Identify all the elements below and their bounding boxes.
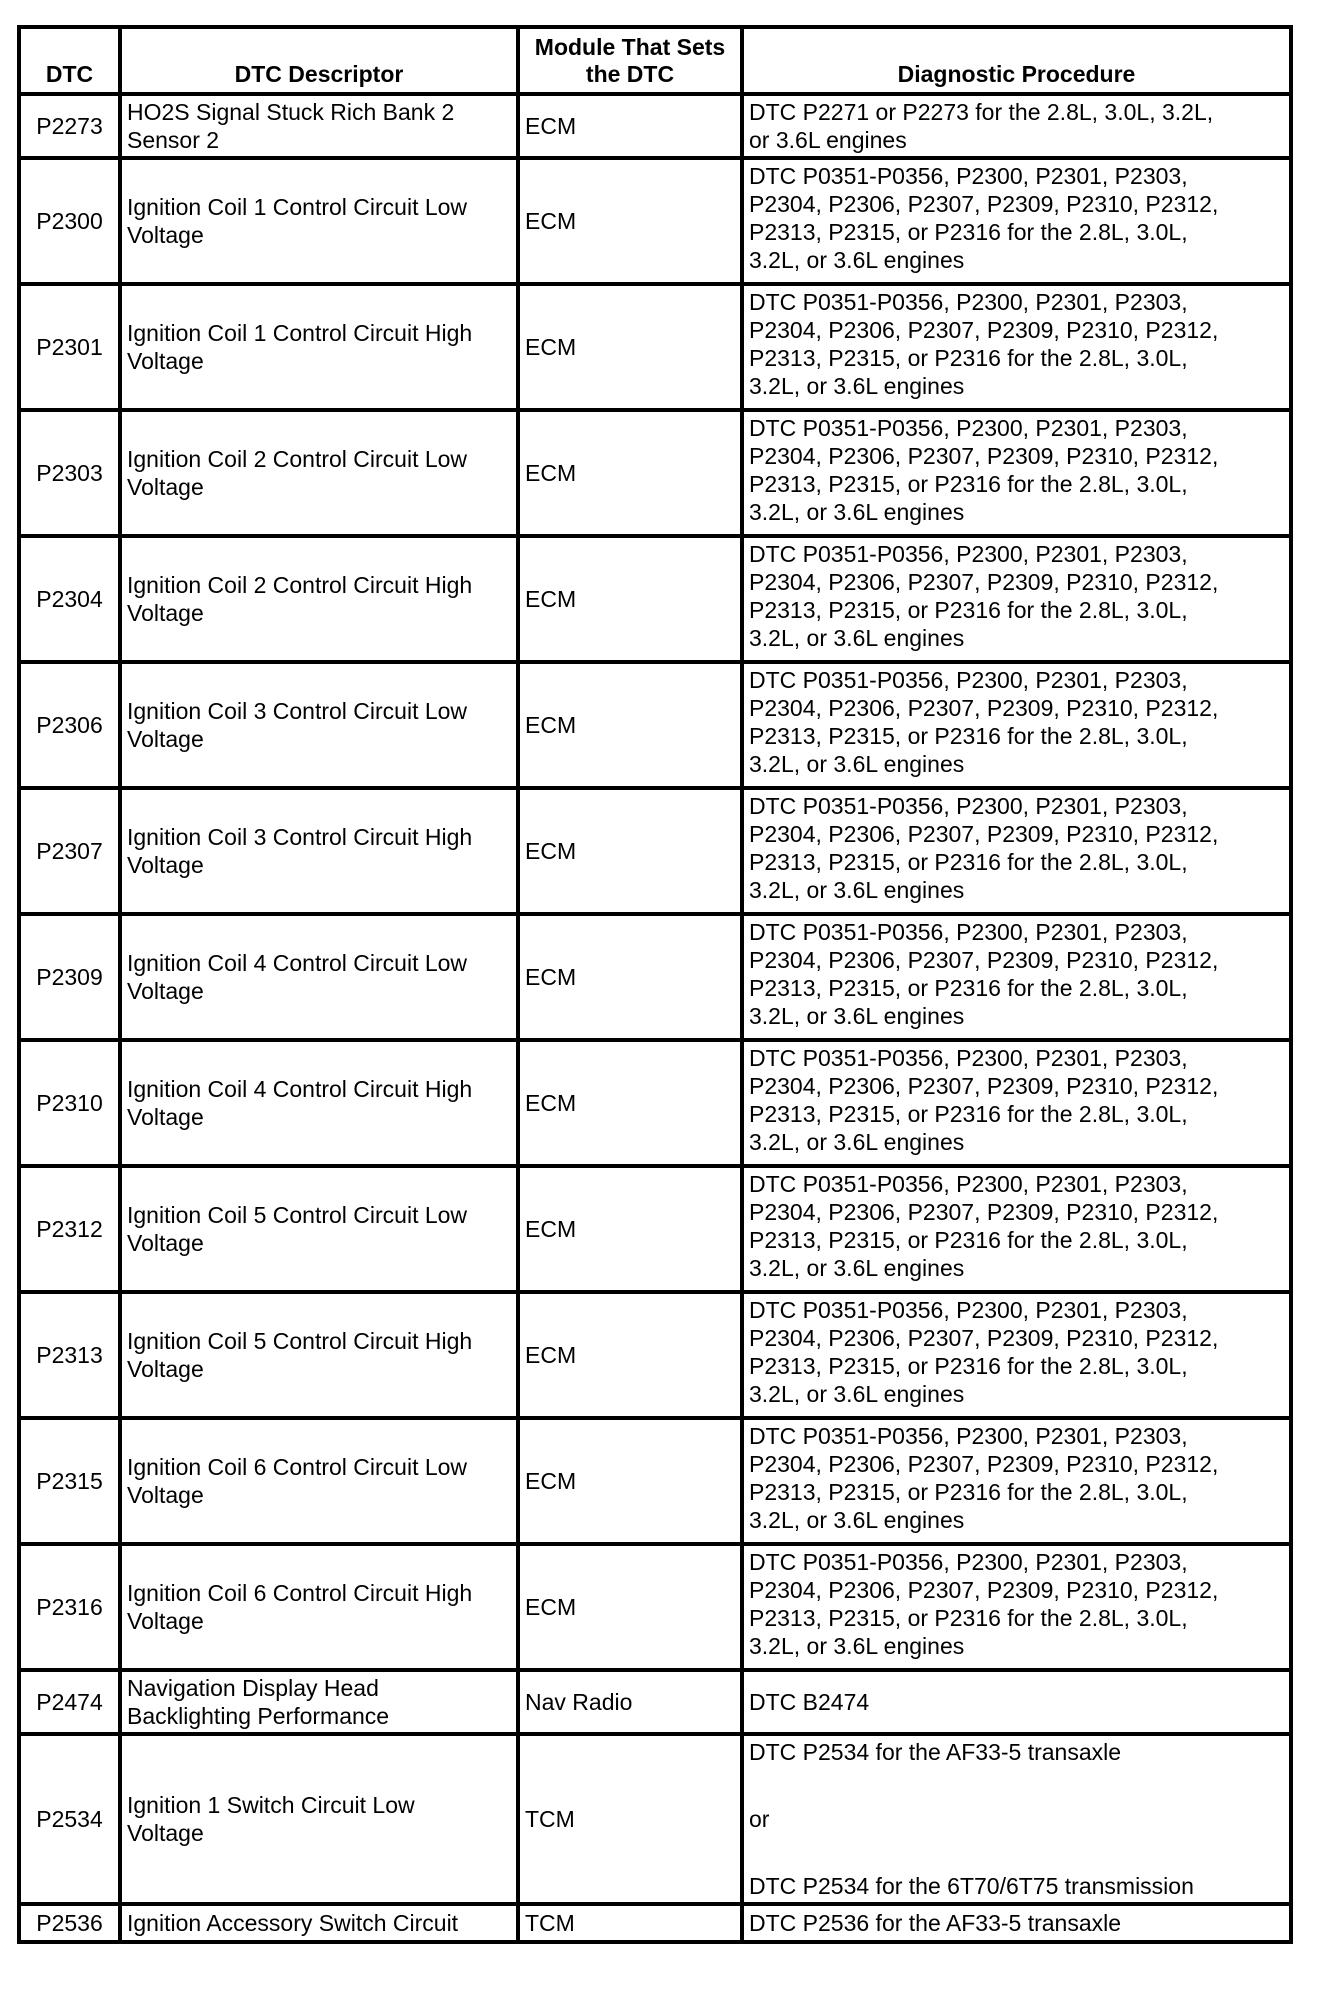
- dtc-code-cell: P2309: [19, 914, 120, 1040]
- dtc-descriptor-cell: [120, 914, 518, 1040]
- module-cell: ECM: [518, 410, 742, 536]
- procedure-line: DTC P0351-P0356, P2300, P2301, P2303,: [749, 1045, 1188, 1071]
- descriptor-line: Ignition Coil 1 Control Circuit Low: [127, 194, 468, 220]
- procedure-line: DTC P2534 for the 6T70/6T75 transmission: [749, 1873, 1194, 1899]
- procedure-line: P2313, P2315, or P2316 for the 2.8L, 3.0L,: [749, 849, 1188, 875]
- header-module: [518, 27, 742, 94]
- procedure-line: 3.2L, or 3.6L engines: [749, 877, 965, 903]
- procedure-line: P2313, P2315, or P2316 for the 2.8L, 3.0L,: [749, 1227, 1188, 1253]
- header-procedure: Diagnostic Procedure: [742, 27, 1291, 94]
- table-row: [19, 410, 1291, 536]
- table-row: [19, 914, 1291, 1040]
- dtc-code-cell: P2316: [19, 1544, 120, 1670]
- procedure-line: P2313, P2315, or P2316 for the 2.8L, 3.0L,: [749, 1605, 1188, 1631]
- descriptor-line: Voltage: [127, 600, 204, 626]
- procedure-gap: [749, 1766, 1284, 1805]
- dtc-descriptor-cell: [120, 1904, 518, 1942]
- procedure-line: DTC P0351-P0356, P2300, P2301, P2303,: [749, 1549, 1188, 1575]
- descriptor-line: Voltage: [127, 1356, 204, 1382]
- procedure-line: DTC P0351-P0356, P2300, P2301, P2303,: [749, 793, 1188, 819]
- module-cell: ECM: [518, 1040, 742, 1166]
- descriptor-line: Voltage: [127, 978, 204, 1004]
- dtc-code-cell: P2304: [19, 536, 120, 662]
- procedure-line: P2304, P2306, P2307, P2309, P2310, P2312,: [749, 1451, 1219, 1477]
- procedure-line: DTC P0351-P0356, P2300, P2301, P2303,: [749, 541, 1188, 567]
- procedure-line: 3.2L, or 3.6L engines: [749, 1633, 965, 1659]
- descriptor-line: Voltage: [127, 852, 204, 878]
- table-row: [19, 1734, 1291, 1904]
- descriptor-line: Ignition Coil 5 Control Circuit Low: [127, 1202, 468, 1228]
- procedure-gap: [749, 1833, 1284, 1872]
- dtc-code-cell: P2310: [19, 1040, 120, 1166]
- procedure-line: P2313, P2315, or P2316 for the 2.8L, 3.0L,: [749, 723, 1188, 749]
- dtc-code-cell: P2315: [19, 1418, 120, 1544]
- module-cell: TCM: [518, 1904, 742, 1942]
- table-row: [19, 1292, 1291, 1418]
- dtc-code-cell: P2301: [19, 284, 120, 410]
- table-row: [19, 94, 1291, 158]
- diagnostic-procedure-cell: [742, 1544, 1291, 1670]
- header-descriptor: DTC Descriptor: [120, 27, 518, 94]
- descriptor-line: Ignition Coil 6 Control Circuit Low: [127, 1454, 468, 1480]
- procedure-line: DTC P0351-P0356, P2300, P2301, P2303,: [749, 289, 1188, 315]
- diagnostic-procedure-cell: [742, 1734, 1291, 1904]
- diagnostic-procedure-cell: [742, 1040, 1291, 1166]
- procedure-line: 3.2L, or 3.6L engines: [749, 1003, 965, 1029]
- descriptor-line: Ignition 1 Switch Circuit Low: [127, 1792, 415, 1818]
- dtc-descriptor-cell: [120, 788, 518, 914]
- table-row: [19, 1904, 1291, 1942]
- module-cell: TCM: [518, 1734, 742, 1904]
- module-cell: ECM: [518, 1544, 742, 1670]
- descriptor-line: Voltage: [127, 726, 204, 752]
- procedure-line: 3.2L, or 3.6L engines: [749, 1129, 965, 1155]
- descriptor-line: Ignition Coil 6 Control Circuit High: [127, 1580, 473, 1606]
- descriptor-line: Voltage: [127, 1820, 204, 1846]
- module-cell: ECM: [518, 94, 742, 158]
- diagnostic-procedure-cell: [742, 536, 1291, 662]
- header-module-line2: the DTC: [585, 61, 675, 87]
- descriptor-line: Voltage: [127, 1482, 204, 1508]
- table-row: [19, 536, 1291, 662]
- descriptor-line: Ignition Coil 4 Control Circuit Low: [127, 950, 468, 976]
- descriptor-line: Backlighting Performance: [127, 1703, 390, 1729]
- procedure-line: P2304, P2306, P2307, P2309, P2310, P2312,: [749, 1325, 1219, 1351]
- procedure-line: 3.2L, or 3.6L engines: [749, 247, 965, 273]
- diagnostic-procedure-cell: [742, 1904, 1291, 1942]
- procedure-line: P2313, P2315, or P2316 for the 2.8L, 3.0L,: [749, 597, 1188, 623]
- procedure-line: P2304, P2306, P2307, P2309, P2310, P2312,: [749, 947, 1219, 973]
- descriptor-line: Ignition Coil 2 Control Circuit High: [127, 572, 473, 598]
- dtc-code-cell: P2273: [19, 94, 120, 158]
- table-row: [19, 158, 1291, 284]
- dtc-table: [17, 25, 1293, 1944]
- diagnostic-procedure-cell: [742, 1418, 1291, 1544]
- module-cell: ECM: [518, 914, 742, 1040]
- procedure-line: P2304, P2306, P2307, P2309, P2310, P2312,: [749, 191, 1219, 217]
- module-cell: ECM: [518, 1418, 742, 1544]
- module-cell: ECM: [518, 1292, 742, 1418]
- dtc-descriptor-cell: [120, 1292, 518, 1418]
- header-dtc: DTC: [19, 27, 120, 94]
- procedure-line: P2304, P2306, P2307, P2309, P2310, P2312,: [749, 1199, 1219, 1225]
- dtc-code-cell: P2312: [19, 1166, 120, 1292]
- diagnostic-procedure-cell: [742, 410, 1291, 536]
- module-cell: ECM: [518, 158, 742, 284]
- module-cell: ECM: [518, 788, 742, 914]
- procedure-line: P2313, P2315, or P2316 for the 2.8L, 3.0L,: [749, 1101, 1188, 1127]
- descriptor-line: Voltage: [127, 1104, 204, 1130]
- diagnostic-procedure-cell: [742, 284, 1291, 410]
- descriptor-line: Voltage: [127, 348, 204, 374]
- descriptor-line: Ignition Coil 3 Control Circuit High: [127, 824, 473, 850]
- procedure-line: DTC P2534 for the AF33-5 transaxle: [749, 1739, 1122, 1765]
- procedure-line: DTC P0351-P0356, P2300, P2301, P2303,: [749, 1423, 1188, 1449]
- descriptor-line: Voltage: [127, 1608, 204, 1634]
- dtc-code-cell: P2307: [19, 788, 120, 914]
- descriptor-line: Ignition Coil 2 Control Circuit Low: [127, 446, 468, 472]
- diagnostic-procedure-cell: [742, 1292, 1291, 1418]
- procedure-line: P2304, P2306, P2307, P2309, P2310, P2312,: [749, 443, 1219, 469]
- module-cell: ECM: [518, 1166, 742, 1292]
- dtc-descriptor-cell: [120, 1040, 518, 1166]
- table-row: [19, 788, 1291, 914]
- dtc-code-cell: P2534: [19, 1734, 120, 1904]
- dtc-descriptor-cell: [120, 662, 518, 788]
- diagnostic-procedure-cell: [742, 1670, 1291, 1734]
- descriptor-line: Navigation Display Head: [127, 1675, 379, 1701]
- dtc-code-cell: P2474: [19, 1670, 120, 1734]
- module-cell: ECM: [518, 662, 742, 788]
- descriptor-line: HO2S Signal Stuck Rich Bank 2: [127, 99, 455, 125]
- descriptor-line: Ignition Coil 5 Control Circuit High: [127, 1328, 473, 1354]
- diagnostic-procedure-cell: [742, 662, 1291, 788]
- table-row: [19, 1040, 1291, 1166]
- module-cell: ECM: [518, 284, 742, 410]
- table-row: [19, 1418, 1291, 1544]
- procedure-line: DTC P2536 for the AF33-5 transaxle: [749, 1910, 1122, 1936]
- procedure-line: or 3.6L engines: [749, 127, 907, 153]
- dtc-code-cell: P2313: [19, 1292, 120, 1418]
- procedure-line: DTC P0351-P0356, P2300, P2301, P2303,: [749, 163, 1188, 189]
- header-row: [19, 27, 1291, 94]
- procedure-line: DTC P0351-P0356, P2300, P2301, P2303,: [749, 1297, 1188, 1323]
- dtc-code-cell: P2300: [19, 158, 120, 284]
- table-body: [19, 94, 1291, 1942]
- table-row: [19, 662, 1291, 788]
- procedure-line: P2304, P2306, P2307, P2309, P2310, P2312,: [749, 821, 1219, 847]
- dtc-descriptor-cell: [120, 1670, 518, 1734]
- procedure-line: 3.2L, or 3.6L engines: [749, 1255, 965, 1281]
- diagnostic-procedure-cell: [742, 94, 1291, 158]
- procedure-line: 3.2L, or 3.6L engines: [749, 751, 965, 777]
- dtc-descriptor-cell: [120, 410, 518, 536]
- dtc-descriptor-cell: [120, 1734, 518, 1904]
- procedure-line: or: [749, 1806, 770, 1832]
- table-row: [19, 1544, 1291, 1670]
- procedure-line: P2313, P2315, or P2316 for the 2.8L, 3.0L,: [749, 219, 1188, 245]
- descriptor-line: Voltage: [127, 474, 204, 500]
- procedure-line: P2304, P2306, P2307, P2309, P2310, P2312,: [749, 569, 1219, 595]
- dtc-code-cell: P2306: [19, 662, 120, 788]
- procedure-line: DTC P0351-P0356, P2300, P2301, P2303,: [749, 919, 1188, 945]
- table-row: [19, 1670, 1291, 1734]
- procedure-line: 3.2L, or 3.6L engines: [749, 1507, 965, 1533]
- descriptor-line: Ignition Coil 3 Control Circuit Low: [127, 698, 468, 724]
- diagnostic-procedure-cell: [742, 1166, 1291, 1292]
- dtc-descriptor-cell: [120, 1418, 518, 1544]
- procedure-line: P2304, P2306, P2307, P2309, P2310, P2312,: [749, 695, 1219, 721]
- descriptor-line: Ignition Accessory Switch Circuit: [127, 1910, 459, 1936]
- procedure-line: 3.2L, or 3.6L engines: [749, 1381, 965, 1407]
- procedure-line: DTC P2271 or P2273 for the 2.8L, 3.0L, 3.2L,: [749, 99, 1214, 125]
- module-cell: ECM: [518, 536, 742, 662]
- descriptor-line: Sensor 2: [127, 127, 220, 153]
- procedure-line: 3.2L, or 3.6L engines: [749, 625, 965, 651]
- procedure-line: P2304, P2306, P2307, P2309, P2310, P2312,: [749, 1577, 1219, 1603]
- procedure-line: DTC P0351-P0356, P2300, P2301, P2303,: [749, 1171, 1188, 1197]
- dtc-descriptor-cell: [120, 158, 518, 284]
- descriptor-line: Voltage: [127, 222, 204, 248]
- procedure-line: 3.2L, or 3.6L engines: [749, 373, 965, 399]
- diagnostic-procedure-cell: [742, 158, 1291, 284]
- header-module-line1: Module That Sets: [534, 34, 726, 60]
- procedure-line: DTC B2474: [749, 1689, 870, 1715]
- procedure-line: P2313, P2315, or P2316 for the 2.8L, 3.0L,: [749, 1353, 1188, 1379]
- dtc-code-cell: P2536: [19, 1904, 120, 1942]
- procedure-line: DTC P0351-P0356, P2300, P2301, P2303,: [749, 667, 1188, 693]
- procedure-line: DTC P0351-P0356, P2300, P2301, P2303,: [749, 415, 1188, 441]
- descriptor-line: Voltage: [127, 1230, 204, 1256]
- table-row: [19, 284, 1291, 410]
- procedure-line: P2304, P2306, P2307, P2309, P2310, P2312,: [749, 1073, 1219, 1099]
- dtc-descriptor-cell: [120, 94, 518, 158]
- dtc-descriptor-cell: [120, 1166, 518, 1292]
- dtc-descriptor-cell: [120, 1544, 518, 1670]
- diagnostic-procedure-cell: [742, 914, 1291, 1040]
- procedure-line: P2313, P2315, or P2316 for the 2.8L, 3.0L,: [749, 975, 1188, 1001]
- procedure-line: P2313, P2315, or P2316 for the 2.8L, 3.0L,: [749, 1479, 1188, 1505]
- descriptor-line: Ignition Coil 1 Control Circuit High: [127, 320, 473, 346]
- procedure-line: P2313, P2315, or P2316 for the 2.8L, 3.0L,: [749, 345, 1188, 371]
- table-row: [19, 1166, 1291, 1292]
- procedure-line: 3.2L, or 3.6L engines: [749, 499, 965, 525]
- procedure-line: P2313, P2315, or P2316 for the 2.8L, 3.0L,: [749, 471, 1188, 497]
- procedure-line: P2304, P2306, P2307, P2309, P2310, P2312,: [749, 317, 1219, 343]
- dtc-descriptor-cell: [120, 536, 518, 662]
- dtc-descriptor-cell: [120, 284, 518, 410]
- diagnostic-procedure-cell: [742, 788, 1291, 914]
- descriptor-line: Ignition Coil 4 Control Circuit High: [127, 1076, 473, 1102]
- dtc-code-cell: P2303: [19, 410, 120, 536]
- module-cell: Nav Radio: [518, 1670, 742, 1734]
